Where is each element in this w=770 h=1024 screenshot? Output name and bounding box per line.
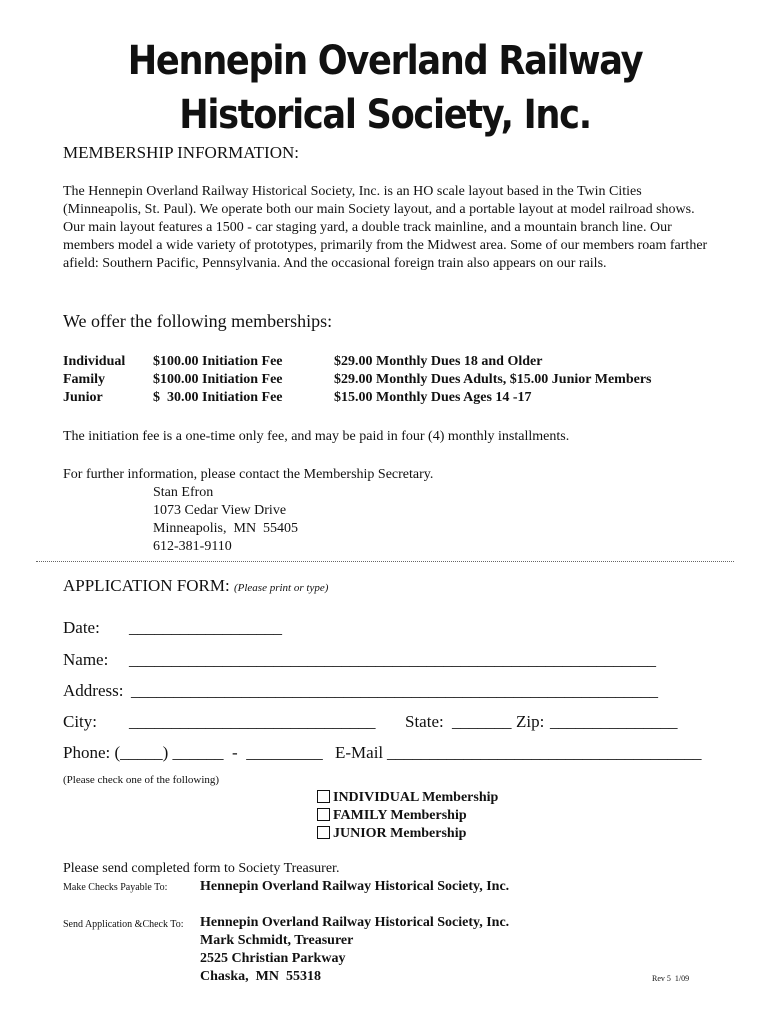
contact-street: 1073 Cedar View Drive: [153, 503, 287, 518]
payable-to: Hennepin Overland Railway Historical Society, Inc.: [200, 879, 510, 894]
offer-heading: We offer the following memberships:: [63, 311, 333, 331]
type-fee: $ 30.00 Initiation Fee: [153, 390, 283, 405]
date-field[interactable]: __________________: [129, 618, 282, 637]
type-dues: $29.00 Monthly Dues Adults, $15.00 Junior Members: [334, 372, 652, 387]
revision: Rev 5 1/09: [652, 974, 690, 983]
checkbox[interactable]: [317, 808, 330, 821]
option-label: INDIVIDUAL Membership: [333, 790, 499, 805]
send-line: Mark Schmidt, Treasurer: [200, 933, 354, 948]
city-label: City:: [63, 712, 98, 731]
membership-heading: MEMBERSHIP INFORMATION:: [63, 143, 299, 162]
divider: [36, 561, 734, 562]
contact-intro: For further information, please contact the Membership Secretary.: [63, 467, 434, 482]
city-field[interactable]: _____________________________: [129, 712, 376, 731]
address-field[interactable]: ______________________________________________________________: [131, 681, 658, 700]
address-label: Address:: [63, 681, 124, 700]
send-line: Hennepin Overland Railway Historical Society, Inc.: [200, 915, 510, 930]
application-heading-text: APPLICATION FORM:: [63, 576, 230, 595]
application-heading: [63, 576, 328, 596]
membership-description: The Hennepin Overland Railway Historical Society, Inc. is an HO scale layout based in the Twin Cities (Minneapolis, St. Paul). We operate both our main Society layout, and a portable layout at model railroad shows. Our main layout features a 1500 - car staging yard, a double track mainline, and a mountain branch line. Our members model a wide variety of prototypes, primarily from the Midwest area. Some of our members roam farther afield: Southern Pacific, Pennsylvania. And the occasional foreign train also appears on our rails.: [63, 184, 708, 271]
email-field[interactable]: _____________________________________: [387, 743, 702, 762]
contact-city: Minneapolis, MN 55405: [153, 521, 299, 536]
payable-label: Make Checks Payable To:: [63, 882, 168, 893]
send-note: Please send completed form to Society Treasurer.: [63, 861, 340, 876]
type-dues: $15.00 Monthly Dues Ages 14 -17: [334, 390, 532, 405]
application-subheading: (Please print or type): [233, 582, 329, 594]
initiation-note: The initiation fee is a one-time only fee, and may be paid in four (4) monthly installments.: [63, 429, 570, 444]
type-fee: $100.00 Initiation Fee: [153, 372, 283, 387]
option-junior[interactable]: [317, 825, 466, 843]
contact-name: Stan Efron: [153, 485, 214, 500]
type-dues: $29.00 Monthly Dues 18 and Older: [334, 354, 543, 369]
option-label: FAMILY Membership: [333, 808, 467, 823]
email-label: E-Mail: [335, 743, 384, 762]
zip-field[interactable]: _______________: [550, 712, 678, 731]
option-family[interactable]: [317, 807, 467, 825]
option-label: JUNIOR Membership: [333, 826, 467, 841]
type-name: Individual: [63, 354, 126, 369]
send-label: Send Application &Check To:: [63, 919, 184, 930]
checkbox[interactable]: [317, 826, 330, 839]
check-note: (Please check one of the following): [63, 774, 220, 786]
title-line-2: Historical Society, Inc.: [179, 92, 591, 138]
option-individual[interactable]: [317, 789, 498, 807]
state-label: State:: [405, 712, 444, 731]
date-label: Date:: [63, 618, 100, 637]
name-label: Name:: [63, 650, 109, 669]
type-fee: $100.00 Initiation Fee: [153, 354, 283, 369]
title-line-1: Hennepin Overland Railway: [127, 38, 643, 84]
send-line: Chaska, MN 55318: [200, 969, 321, 984]
type-name: Junior: [63, 390, 103, 405]
phone-field[interactable]: Phone: (_____) ______ - _________: [63, 743, 323, 762]
name-field[interactable]: ______________________________________________________________: [129, 650, 656, 669]
send-line: 2525 Christian Parkway: [200, 951, 346, 966]
type-name: Family: [63, 372, 105, 387]
zip-label: Zip:: [516, 712, 545, 731]
state-field[interactable]: _______: [452, 712, 512, 731]
checkbox[interactable]: [317, 790, 330, 803]
contact-phone: 612-381-9110: [153, 539, 232, 554]
